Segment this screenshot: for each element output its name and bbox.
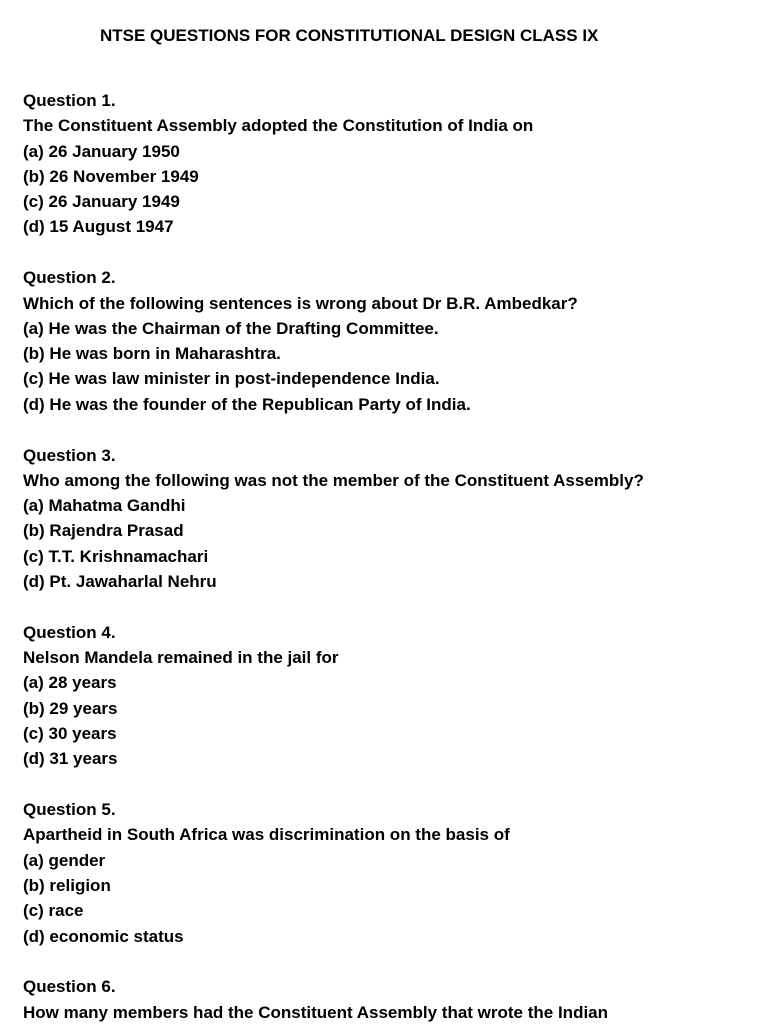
question-label: Question 6.	[23, 977, 116, 997]
option-d: (d) economic status	[23, 926, 184, 946]
question-label: Question 1.	[23, 91, 116, 110]
question-3	[23, 443, 763, 595]
option-b: (b) Rajendra Prasad	[23, 521, 184, 541]
option-b: (b) religion	[23, 876, 111, 896]
question-text: Nelson Mandela remained in the jail for	[23, 648, 339, 668]
question-label: Question 4.	[23, 622, 116, 642]
option-d: (d) 15 August 1947	[23, 217, 174, 237]
question-5	[23, 797, 763, 949]
option-a: (a) He was the Chairman of the Drafting Committee.	[23, 318, 439, 338]
question-2	[23, 265, 763, 417]
question-label: Question 2.	[23, 268, 116, 288]
option-b: (b) 29 years	[23, 698, 118, 718]
option-a: (a) 26 January 1950	[23, 141, 180, 161]
question-text: Which of the following sentences is wrong about Dr B.R. Ambedkar?	[23, 293, 578, 313]
option-b: (b) 26 November 1949	[23, 166, 199, 186]
question-list	[23, 88, 763, 1024]
question-text: Who among the following was not the member of the Constituent Assembly?	[23, 470, 644, 490]
question-text: Apartheid in South Africa was discrimination on the basis of	[23, 825, 510, 845]
option-d: (d) 31 years	[23, 749, 118, 769]
option-c: (c) race	[23, 901, 84, 921]
option-c: (c) 26 January 1949	[23, 192, 180, 212]
option-a: (a) Mahatma Gandhi	[23, 496, 186, 516]
option-d: (d) He was the founder of the Republican Party of India.	[23, 394, 471, 414]
option-d: (d) Pt. Jawaharlal Nehru	[23, 572, 217, 592]
option-a: (a) gender	[23, 850, 106, 870]
question-text: How many members had the Constituent Assembly that wrote the Indian	[23, 1002, 609, 1022]
question-text: The Constituent Assembly adopted the Constitution of India on	[23, 116, 534, 136]
option-c: (c) He was law minister in post-independence India.	[23, 369, 440, 389]
question-label: Question 3.	[23, 445, 116, 465]
option-a: (a) 28 years	[23, 673, 117, 693]
document-title: NTSE QUESTIONS FOR CONSTITUTIONAL DESIGN CLASS IX	[100, 26, 599, 45]
question-4	[23, 620, 763, 772]
option-c: (c) 30 years	[23, 724, 117, 744]
question-1	[23, 88, 763, 240]
question-6	[23, 974, 763, 1024]
question-label: Question 5.	[23, 800, 116, 820]
option-b: (b) He was born in Maharashtra.	[23, 344, 281, 364]
option-c: (c) T.T. Krishnamachari	[23, 546, 209, 566]
